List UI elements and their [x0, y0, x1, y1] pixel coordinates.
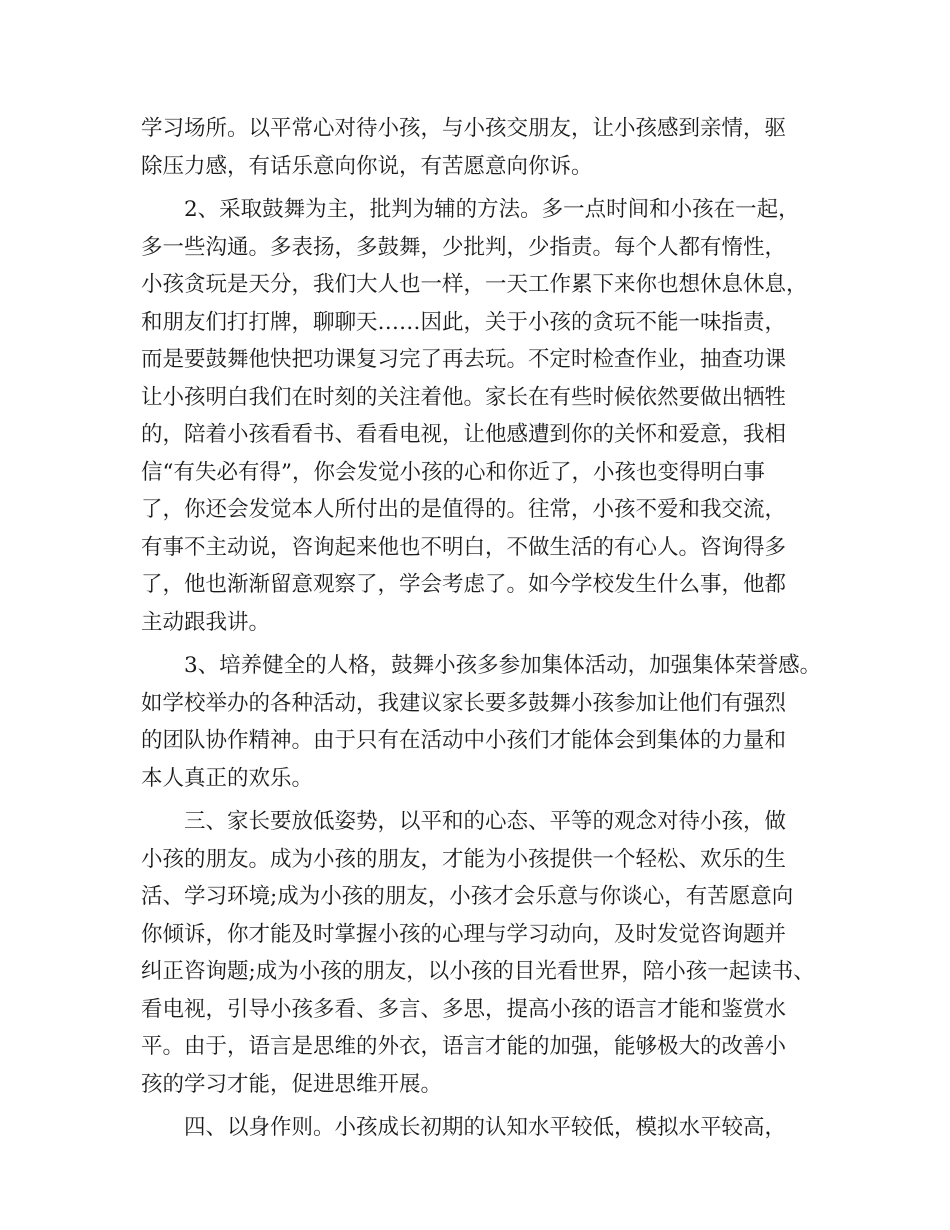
text-line: 看电视，引导小孩多看、多言、多思，提高小孩的语言才能和鉴赏水: [141, 996, 787, 1022]
text-line: 而是要鼓舞他快把功课复习完了再去玩。不定时检查作业，抽查功课: [141, 347, 787, 372]
text-line: 的团队协作精神。由于只有在活动中小孩们才能体会到集体的力量和: [141, 728, 787, 753]
paragraph-5: [141, 1109, 831, 1147]
text-line: 让小孩明白我们在时刻的关注着他。家长在有些时候依然要做出牺牲: [141, 384, 787, 410]
text-line: 的，陪着小孩看看书、看看电视，让他感遭到你的关怀和爱意，我相: [141, 422, 787, 447]
text-line: 你倾诉，你才能及时掌握小孩的心理与学习动向，及时发觉咨询题并: [141, 921, 787, 947]
text-line: 信“有失必有得”，你会发觉小孩的心和你近了，小孩也变得明白事: [141, 459, 765, 485]
text-line: 主动跟我讲。: [141, 609, 271, 635]
text-line: 了，他也渐渐留意观察了，学会考虑了。如今学校发生什么事，他都: [141, 572, 787, 597]
text-line: 平。由于，语言是思维的外衣，语言才能的加强，能够极大的改善小: [141, 1034, 787, 1059]
text-line: 小孩的朋友。成为小孩的朋友，才能为小孩提供一个轻松、欢乐的生: [141, 846, 787, 872]
text-line: 了，你还会发觉本人所付出的是值得的。往常，小孩不爱和我交流，: [141, 497, 787, 522]
text-line: 和朋友们打打牌，聊聊天……因此，关于小孩的贪玩不能一味指责，: [141, 309, 787, 335]
body-text: [141, 110, 831, 1147]
text-line: 四、以身作则。小孩成长初期的认知水平较低，模拟水平较高，: [184, 1115, 787, 1140]
paragraph-3: [141, 647, 831, 797]
text-line: 孩的学习才能，促进思维开展。: [141, 1071, 443, 1097]
text-line: 本人真正的欢乐。: [141, 765, 314, 791]
text-line: 活、学习环境;成为小孩的朋友，小孩才会乐意与你谈心，有苦愿意向: [141, 884, 794, 909]
paragraph-2: [141, 191, 831, 641]
text-line: 三、家长要放低姿势，以平和的心态、平等的观念对待小孩，做: [184, 809, 787, 834]
text-line: 小孩贪玩是天分，我们大人也一样，一天工作累下来你也想休息休息，: [141, 272, 808, 297]
paragraph-1: [141, 110, 831, 185]
text-line: 多一些沟通。多表扬，多鼓舞，少批判，少指责。每个人都有惰性，: [141, 234, 787, 260]
paragraph-4: [141, 803, 831, 1103]
text-line: 有事不主动说，咨询起来他也不明白，不做生活的有心人。咨询得多: [141, 534, 787, 560]
text-line: 2、采取鼓舞为主，批判为辅的方法。多一点时间和小孩在一起，: [184, 197, 800, 222]
text-line: 如学校举办的各种活动，我建议家长要多鼓舞小孩参加让他们有强烈: [141, 690, 787, 716]
text-line: 纠正咨询题;成为小孩的朋友，以小孩的目光看世界，陪小孩一起读书、: [141, 959, 815, 984]
text-line: 3、培养健全的人格，鼓舞小孩多参加集体活动，加强集体荣誉感。: [184, 653, 822, 678]
text-line: 学习场所。以平常心对待小孩，与小孩交朋友，让小孩感到亲情，驱: [141, 116, 787, 141]
text-line: 除压力感，有话乐意向你说，有苦愿意向你诉。: [141, 153, 593, 179]
